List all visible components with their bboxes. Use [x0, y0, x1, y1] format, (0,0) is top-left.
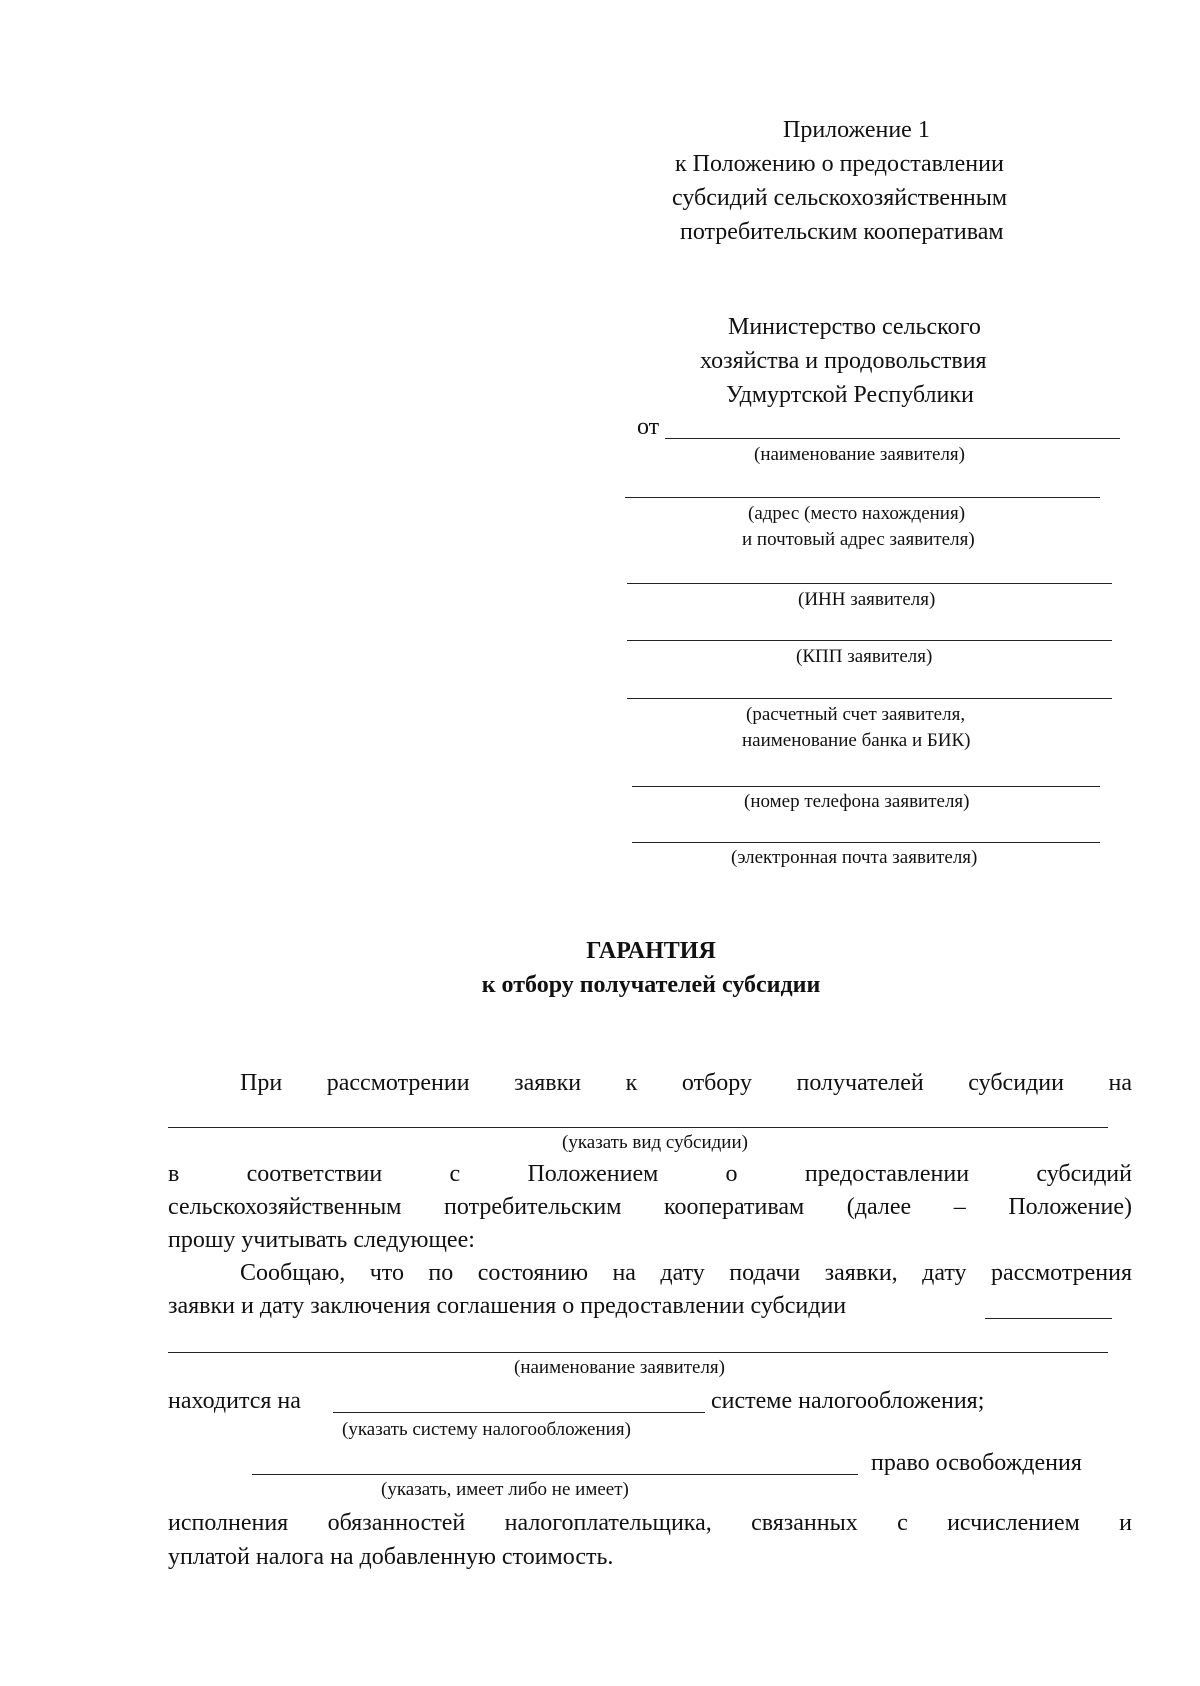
- appendix-line-3: субсидий сельскохозяйственным: [672, 185, 1008, 211]
- body-p1-line1: При рассмотрении заявки к отбору получателей субсидии на: [240, 1070, 1132, 1096]
- tax-suffix: системе налогообложения;: [711, 1388, 985, 1414]
- tax-system-caption: (указать систему налогообложения): [342, 1419, 631, 1440]
- exemption-line: [252, 1474, 858, 1475]
- address-caption-1: (адрес (место нахождения): [748, 503, 966, 524]
- inn-line: [627, 583, 1112, 584]
- document-subtitle: к отбору получателей субсидии: [481, 972, 821, 998]
- applicant-name-caption: (наименование заявителя): [754, 444, 965, 465]
- body-p2-line2: заявки и дату заключения соглашения о предоставлении субсидии: [168, 1293, 847, 1319]
- tax-prefix: находится на: [168, 1388, 301, 1414]
- applicant-name-caption-2: (наименование заявителя): [514, 1357, 725, 1378]
- phone-caption: (номер телефона заявителя): [744, 791, 970, 812]
- subsidy-type-line: [168, 1127, 1108, 1128]
- inn-caption: (ИНН заявителя): [798, 589, 936, 610]
- addressee-line-3: Удмуртской Республики: [726, 382, 974, 408]
- body-p3-line2: уплатой налога на добавленную стоимость.: [168, 1544, 614, 1570]
- addressee-line-2: хозяйства и продовольствия: [700, 348, 987, 374]
- email-line: [632, 842, 1100, 843]
- exempt-suffix: право освобождения: [871, 1450, 1082, 1476]
- subsidy-type-caption: (указать вид субсидии): [562, 1132, 748, 1153]
- appendix-line-1: Приложение 1: [783, 117, 930, 143]
- addressee-line-1: Министерство сельского: [728, 314, 981, 340]
- applicant-name-line-2: [168, 1352, 1108, 1353]
- bank-caption-1: (расчетный счет заявителя,: [746, 704, 966, 725]
- address-caption-2: и почтовый адрес заявителя): [742, 529, 975, 550]
- body-p3-line1: исполнения обязанностей налогоплательщика, связанных с исчислением и: [168, 1510, 1132, 1536]
- kpp-caption: (КПП заявителя): [796, 646, 933, 667]
- bank-line: [627, 698, 1112, 699]
- body-p2-line1: Сообщаю, что по состоянию на дату подачи заявки, дату рассмотрения: [240, 1260, 1132, 1286]
- p2-trailing-line: [985, 1318, 1112, 1319]
- tax-system-line: [333, 1412, 705, 1413]
- kpp-line: [627, 640, 1112, 641]
- document-title: ГАРАНТИЯ: [586, 938, 716, 964]
- body-p1-line3: сельскохозяйственным потребительским кооперативам (далее – Положение): [168, 1194, 1132, 1220]
- appendix-line-4: потребительским кооперативам: [680, 219, 1004, 245]
- from-label: от: [637, 414, 660, 440]
- phone-line: [632, 786, 1100, 787]
- email-caption: (электронная почта заявителя): [731, 847, 978, 868]
- body-p1-line4: прошу учитывать следующее:: [168, 1227, 475, 1253]
- body-p1-line2: в соответствии с Положением о предоставлении субсидий: [168, 1161, 1132, 1187]
- address-line: [625, 497, 1100, 498]
- exemption-caption: (указать, имеет либо не имеет): [381, 1479, 629, 1500]
- appendix-line-2: к Положению о предоставлении: [675, 151, 1004, 177]
- applicant-name-line: [665, 438, 1120, 439]
- bank-caption-2: наименование банка и БИК): [742, 730, 971, 751]
